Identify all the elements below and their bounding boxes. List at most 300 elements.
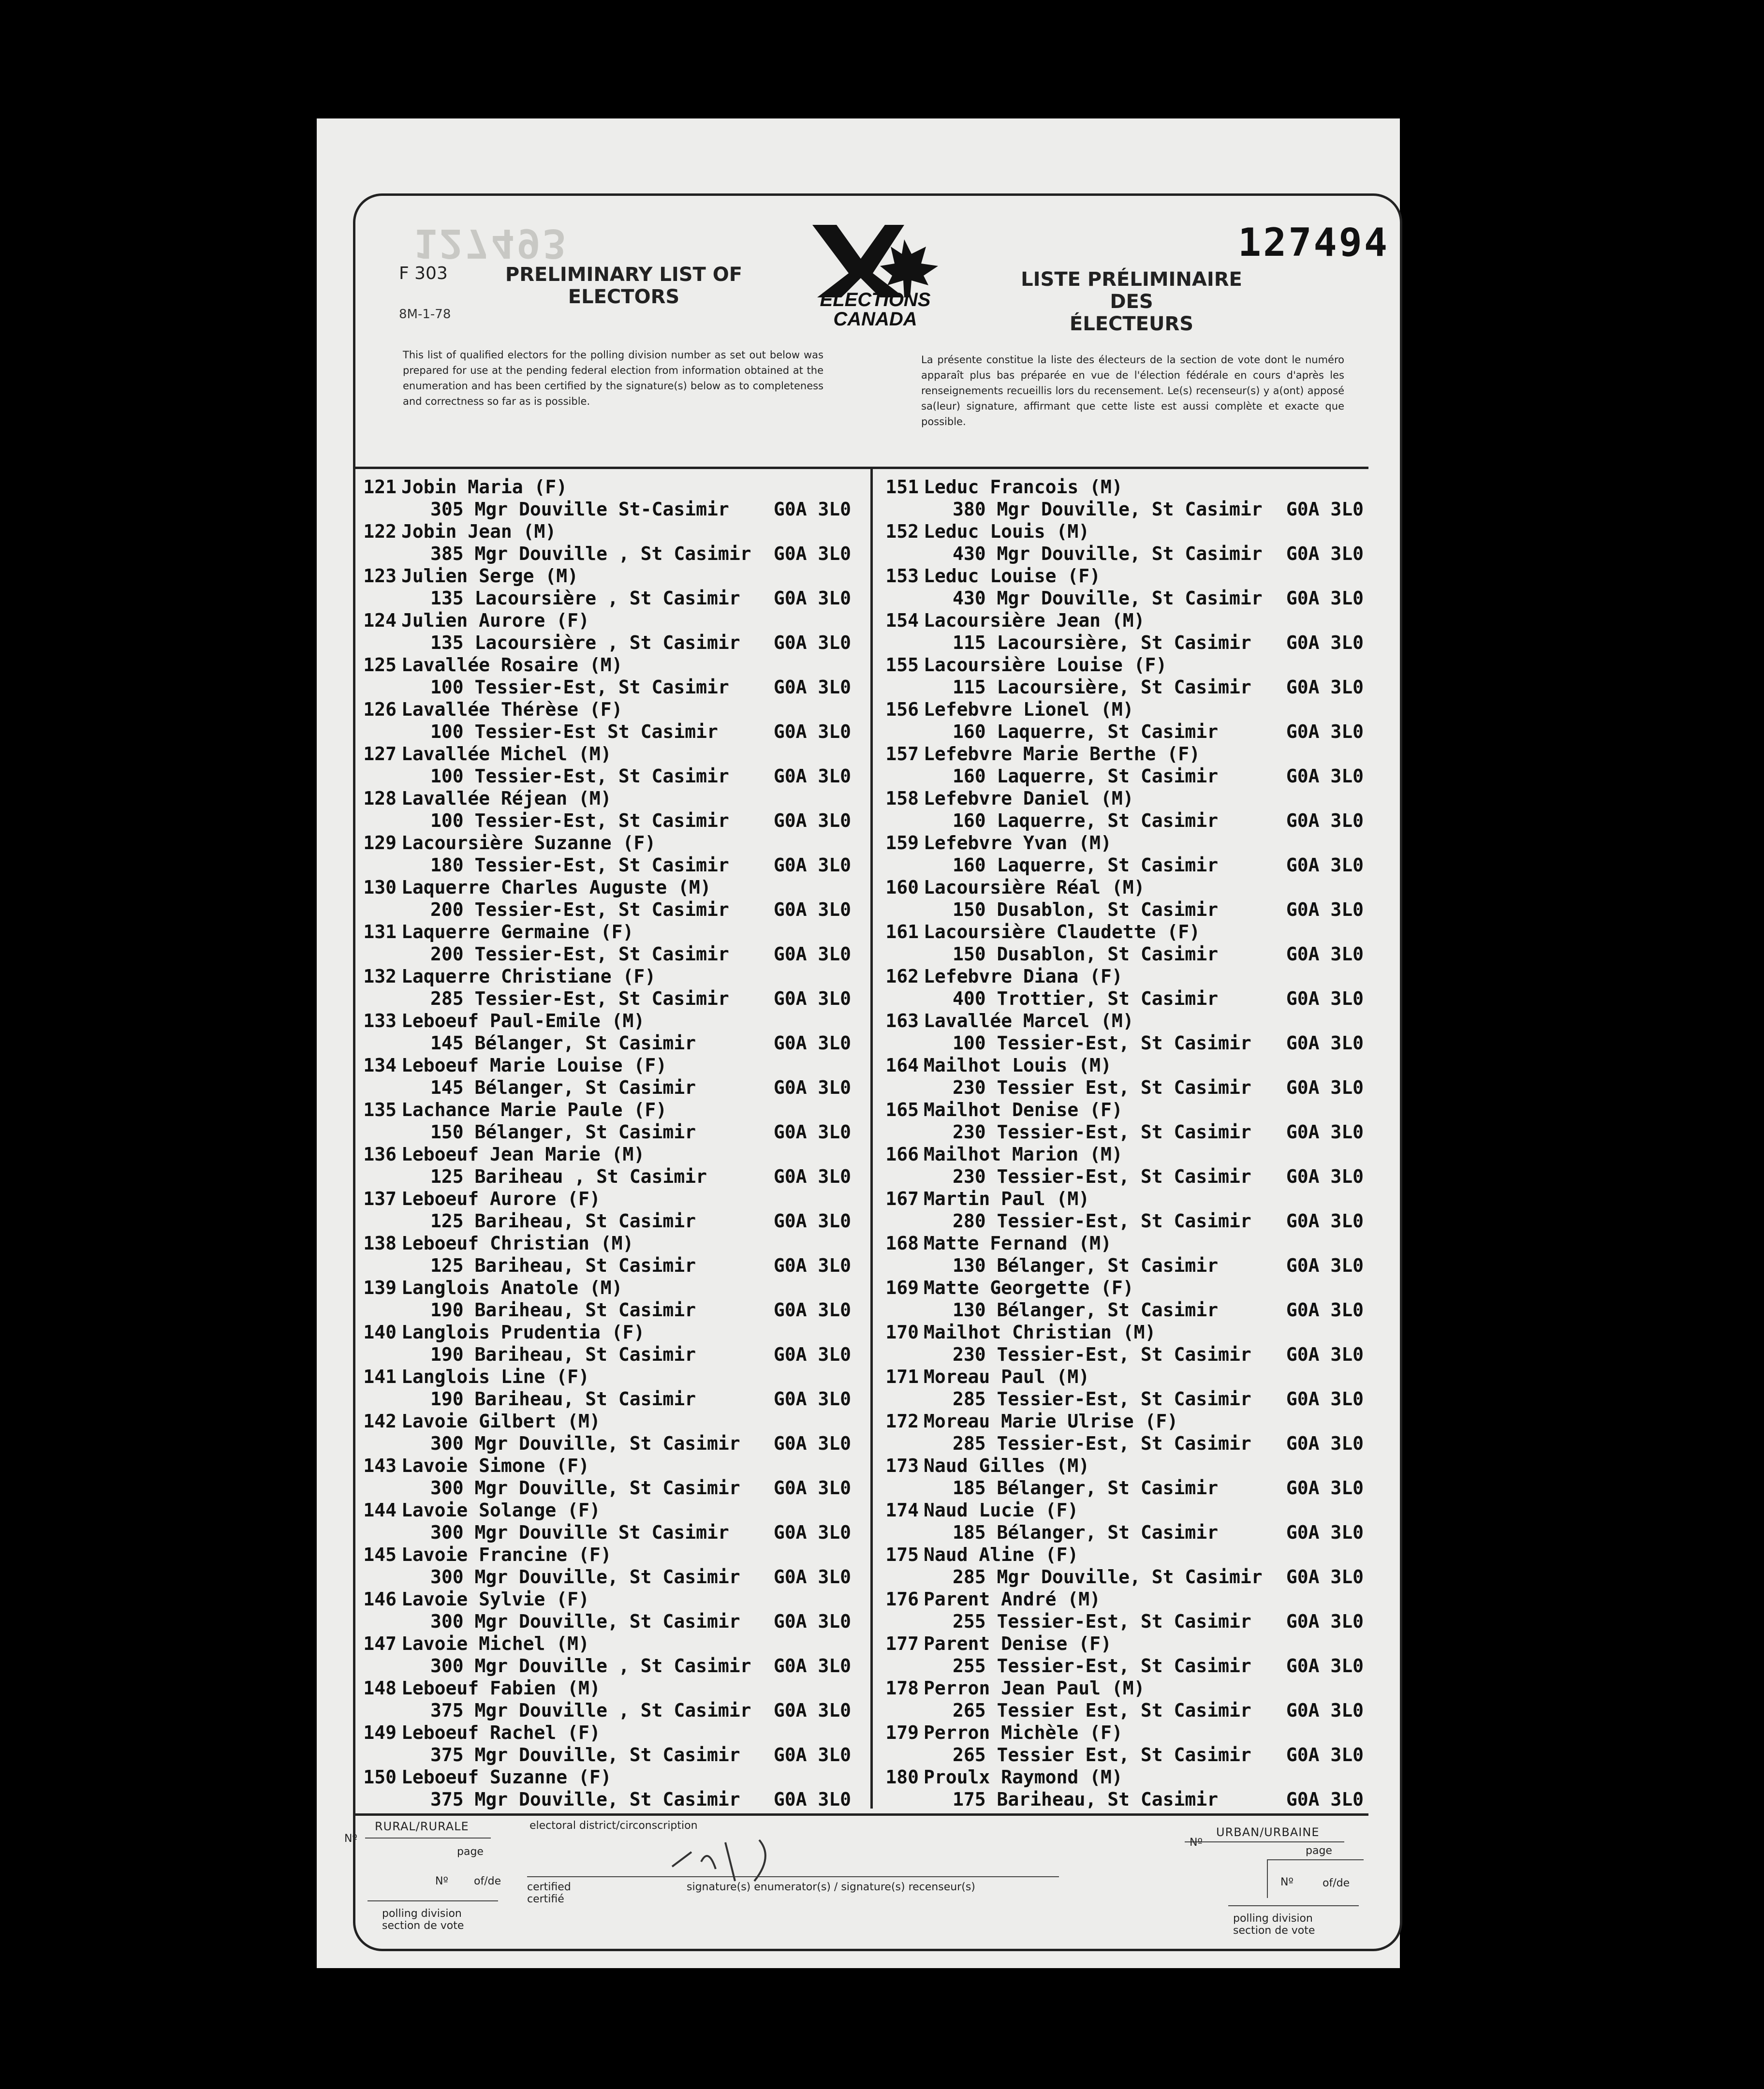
elector-entry [358, 1500, 861, 1544]
elector-postal-code: G0A 3L0 [773, 1121, 851, 1143]
elector-address: 190 Bariheau, St Casimir [430, 1299, 696, 1321]
elector-number: 137 [363, 1188, 397, 1209]
elector-entry [358, 921, 861, 966]
elector-entry [358, 654, 861, 699]
rural-of-label: of/de [474, 1875, 501, 1887]
urban-label: URBAN/URBAINE [1216, 1825, 1320, 1839]
elector-number: 153 [885, 565, 919, 587]
elector-number: 161 [885, 921, 919, 942]
elector-number: 179 [885, 1722, 919, 1743]
elector-number: 142 [363, 1411, 397, 1432]
elector-entry [880, 1677, 1373, 1722]
elector-postal-code: G0A 3L0 [1286, 1210, 1364, 1232]
elector-postal-code: G0A 3L0 [773, 1210, 851, 1232]
elector-number: 138 [363, 1233, 397, 1254]
rural-page-label: page [457, 1846, 484, 1858]
elector-name: Laquerre Charles Auguste (M) [401, 877, 711, 898]
elector-postal-code: G0A 3L0 [1286, 632, 1364, 653]
elector-address: 265 Tessier Est, St Casimir [953, 1744, 1251, 1765]
elector-name: Matte Georgette (F) [924, 1277, 1134, 1298]
elector-address: 190 Bariheau, St Casimir [430, 1344, 696, 1365]
enumerator-signature-icon [662, 1833, 808, 1886]
elector-address: 175 Bariheau, St Casimir [953, 1789, 1219, 1810]
elector-name: Julien Aurore (F) [401, 610, 589, 631]
elector-address: 100 Tessier-Est, St Casimir [430, 765, 729, 787]
elector-postal-code: G0A 3L0 [1286, 1344, 1364, 1365]
elector-entry [880, 654, 1373, 699]
signature-label: signature(s) enumerator(s) / signature(s) recenseur(s) [687, 1881, 975, 1893]
elector-name: Lefebvre Diana (F) [924, 966, 1123, 987]
elector-address: 285 Tessier-Est, St Casimir [953, 1433, 1251, 1454]
elector-postal-code: G0A 3L0 [1286, 1789, 1364, 1810]
elector-postal-code: G0A 3L0 [1286, 899, 1364, 920]
elector-postal-code: G0A 3L0 [1286, 499, 1364, 520]
elector-name: Lavoie Simone (F) [401, 1455, 589, 1476]
rural-polling-division-label: polling division [382, 1908, 462, 1920]
elector-postal-code: G0A 3L0 [773, 1789, 851, 1810]
elector-name: Langlois Prudentia (F) [401, 1322, 645, 1343]
elector-name: Lavallée Réjean (M) [401, 788, 612, 809]
elector-address: 115 Lacoursière, St Casimir [953, 677, 1251, 698]
elector-number: 151 [885, 476, 919, 498]
elector-entry [880, 476, 1373, 521]
elector-postal-code: G0A 3L0 [1286, 943, 1364, 965]
elector-name: Lavoie Francine (F) [401, 1544, 612, 1565]
elector-address: 200 Tessier-Est, St Casimir [430, 899, 729, 920]
elector-address: 100 Tessier-Est, St Casimir [430, 810, 729, 831]
elector-entry [358, 610, 861, 654]
elector-entry [880, 1633, 1373, 1677]
elector-name: Mailhot Louis (M) [924, 1055, 1112, 1076]
elector-number: 135 [363, 1099, 397, 1120]
elector-number: 125 [363, 654, 397, 676]
elector-postal-code: G0A 3L0 [773, 1611, 851, 1632]
elector-number: 124 [363, 610, 397, 631]
elector-address: 300 Mgr Douville, St Casimir [430, 1566, 740, 1588]
elector-postal-code: G0A 3L0 [773, 1700, 851, 1721]
elector-entry [880, 1722, 1373, 1766]
elector-postal-code: G0A 3L0 [1286, 765, 1364, 787]
urban-page-no-label: Nº [1280, 1876, 1294, 1888]
elector-number: 129 [363, 832, 397, 853]
electoral-district-label: electoral district/circonscription [529, 1820, 698, 1832]
elector-address: 125 Bariheau , St Casimir [430, 1166, 707, 1187]
elector-number: 170 [885, 1322, 919, 1343]
elector-name: Lavallée Michel (M) [401, 743, 612, 765]
elector-postal-code: G0A 3L0 [773, 677, 851, 698]
elector-address: 375 Mgr Douville , St Casimir [430, 1700, 751, 1721]
urban-underline [1185, 1841, 1344, 1842]
elector-address: 255 Tessier-Est, St Casimir [953, 1611, 1251, 1632]
elector-address: 385 Mgr Douville , St Casimir [430, 543, 751, 564]
elector-entry [880, 1322, 1373, 1366]
elector-name: Lavoie Solange (F) [401, 1500, 601, 1521]
logo-wordmark [808, 290, 943, 329]
elector-entry [880, 788, 1373, 832]
elector-address: 380 Mgr Douville, St Casimir [953, 499, 1263, 520]
elector-number: 128 [363, 788, 397, 809]
rural-polling-line [368, 1900, 498, 1901]
elector-entry [880, 921, 1373, 966]
elector-entry [880, 610, 1373, 654]
elector-number: 156 [885, 699, 919, 720]
elector-number: 174 [885, 1500, 919, 1521]
elector-name: Lachance Marie Paule (F) [401, 1099, 667, 1120]
elector-number: 132 [363, 966, 397, 987]
elector-name: Leboeuf Jean Marie (M) [401, 1144, 645, 1165]
elector-postal-code: G0A 3L0 [1286, 1388, 1364, 1410]
title-french-line2: ÉLECTEURS [1069, 313, 1194, 335]
elector-address: 130 Bélanger, St Casimir [953, 1255, 1219, 1276]
elector-number: 155 [885, 654, 919, 676]
elector-address: 300 Mgr Douville, St Casimir [430, 1611, 740, 1632]
elector-postal-code: G0A 3L0 [773, 1166, 851, 1187]
elector-address: 160 Laquerre, St Casimir [953, 810, 1219, 831]
elector-number: 178 [885, 1677, 919, 1699]
elector-name: Naud Gilles (M) [924, 1455, 1090, 1476]
elector-number: 136 [363, 1144, 397, 1165]
elector-number: 169 [885, 1277, 919, 1298]
elector-entry [880, 1766, 1373, 1811]
elector-address: 285 Tessier-Est, St Casimir [953, 1388, 1251, 1410]
elector-column-right [880, 476, 1373, 1811]
elector-address: 185 Bélanger, St Casimir [953, 1522, 1219, 1543]
elector-entry [880, 1589, 1373, 1633]
form-code: F 303 [399, 264, 448, 283]
elector-number: 131 [363, 921, 397, 942]
elector-name: Lacoursière Louise (F) [924, 654, 1167, 676]
elector-name: Moreau Marie Ulrise (F) [924, 1411, 1178, 1432]
elector-entry [880, 1277, 1373, 1322]
elector-address: 285 Tessier-Est, St Casimir [430, 988, 729, 1009]
elector-entry [358, 1366, 861, 1411]
elector-address: 230 Tessier Est, St Casimir [953, 1077, 1251, 1098]
urban-page-label: page [1306, 1845, 1332, 1857]
elector-postal-code: G0A 3L0 [1286, 677, 1364, 698]
elector-number: 168 [885, 1233, 919, 1254]
elector-postal-code: G0A 3L0 [1286, 1166, 1364, 1187]
elector-name: Leboeuf Rachel (F) [401, 1722, 601, 1743]
elector-address: 375 Mgr Douville, St Casimir [430, 1744, 740, 1765]
certification-english: This list of qualified electors for the polling division number as set out below was prepared for use at the pending federal election from information obtained at the enumeration and has been certified by the signature(s) below as to completeness and correctness so far as is possible. [403, 349, 823, 407]
elector-address: 135 Lacoursière , St Casimir [430, 632, 740, 653]
elector-name: Jobin Jean (M) [401, 521, 557, 542]
elector-number: 165 [885, 1099, 919, 1120]
elector-name: Jobin Maria (F) [401, 476, 568, 498]
elector-number: 157 [885, 743, 919, 765]
elector-name: Martin Paul (M) [924, 1188, 1090, 1209]
elector-postal-code: G0A 3L0 [1286, 1477, 1364, 1499]
elector-name: Lacoursière Réal (M) [924, 877, 1145, 898]
elector-postal-code: G0A 3L0 [773, 1077, 851, 1098]
elector-number: 162 [885, 966, 919, 987]
elector-postal-code: G0A 3L0 [773, 1255, 851, 1276]
rural-section-de-vote-label: section de vote [382, 1920, 464, 1932]
elector-address: 400 Trottier, St Casimir [953, 988, 1219, 1009]
elector-number: 176 [885, 1589, 919, 1610]
elector-postal-code: G0A 3L0 [773, 1344, 851, 1365]
elector-entry [880, 1055, 1373, 1099]
serial-number: 127494 [1238, 220, 1389, 265]
elector-postal-code: G0A 3L0 [773, 1433, 851, 1454]
elector-postal-code: G0A 3L0 [773, 1522, 851, 1543]
elector-address: 125 Bariheau, St Casimir [430, 1210, 696, 1232]
elector-name: Lefebvre Daniel (M) [924, 788, 1134, 809]
elector-entry [358, 788, 861, 832]
elector-number: 152 [885, 521, 919, 542]
elector-name: Langlois Anatole (M) [401, 1277, 623, 1298]
elector-number: 126 [363, 699, 397, 720]
certified-label: certified [527, 1881, 571, 1893]
certifie-label: certifié [527, 1893, 564, 1905]
elector-postal-code: G0A 3L0 [773, 810, 851, 831]
elector-entry [358, 1633, 861, 1677]
elector-entry [880, 565, 1373, 610]
elector-address: 160 Laquerre, St Casimir [953, 765, 1219, 787]
elector-entry [358, 1099, 861, 1144]
elector-name: Proulx Raymond (M) [924, 1766, 1123, 1788]
urban-section-de-vote-label: section de vote [1233, 1925, 1315, 1937]
elector-name: Lavoie Sylvie (F) [401, 1589, 589, 1610]
elector-number: 147 [363, 1633, 397, 1654]
elector-entry [880, 1144, 1373, 1188]
elector-name: Parent André (M) [924, 1589, 1101, 1610]
urban-page-box-left [1267, 1859, 1268, 1898]
elector-postal-code: G0A 3L0 [1286, 1255, 1364, 1276]
title-french [996, 268, 1267, 335]
elector-name: Perron Michèle (F) [924, 1722, 1123, 1743]
elector-address: 280 Tessier-Est, St Casimir [953, 1210, 1251, 1232]
elector-postal-code: G0A 3L0 [1286, 810, 1364, 831]
elector-address: 265 Tessier Est, St Casimir [953, 1700, 1251, 1721]
elector-entry [880, 1544, 1373, 1589]
elector-number: 121 [363, 476, 397, 498]
elector-entry [880, 1010, 1373, 1055]
elector-postal-code: G0A 3L0 [773, 499, 851, 520]
elector-entry [358, 877, 861, 921]
elector-name: Mailhot Christian (M) [924, 1322, 1156, 1343]
elector-entry [358, 699, 861, 743]
elector-postal-code: G0A 3L0 [773, 1655, 851, 1677]
elector-address: 150 Dusablon, St Casimir [953, 899, 1219, 920]
elector-entry [880, 1188, 1373, 1233]
elector-entry [358, 1544, 861, 1589]
elector-name: Leboeuf Paul-Emile (M) [401, 1010, 645, 1031]
elector-name: Leboeuf Christian (M) [401, 1233, 634, 1254]
elector-address: 160 Laquerre, St Casimir [953, 721, 1219, 742]
elector-postal-code: G0A 3L0 [1286, 1611, 1364, 1632]
elector-postal-code: G0A 3L0 [773, 988, 851, 1009]
elector-name: Leboeuf Aurore (F) [401, 1188, 601, 1209]
urban-polling-division-label: polling division [1233, 1912, 1313, 1925]
elector-address: 255 Tessier-Est, St Casimir [953, 1655, 1251, 1677]
elector-postal-code: G0A 3L0 [1286, 1121, 1364, 1143]
elector-name: Lefebvre Marie Berthe (F) [924, 743, 1200, 765]
form-date: 8M-1-78 [399, 307, 451, 322]
elector-name: Laquerre Germaine (F) [401, 921, 634, 942]
elector-number: 159 [885, 832, 919, 853]
elector-postal-code: G0A 3L0 [1286, 1522, 1364, 1543]
elector-address: 100 Tessier-Est, St Casimir [430, 677, 729, 698]
elector-address: 375 Mgr Douville, St Casimir [430, 1789, 740, 1810]
elector-name: Laquerre Christiane (F) [401, 966, 656, 987]
elector-postal-code: G0A 3L0 [773, 1566, 851, 1588]
elector-entry [880, 521, 1373, 565]
elector-postal-code: G0A 3L0 [1286, 721, 1364, 742]
elector-entry [358, 1589, 861, 1633]
elector-number: 166 [885, 1144, 919, 1165]
elector-postal-code: G0A 3L0 [1286, 1077, 1364, 1098]
elector-number: 127 [363, 743, 397, 765]
elector-name: Parent Denise (F) [924, 1633, 1112, 1654]
elector-entry [880, 966, 1373, 1010]
elector-name: Lavallée Thérèse (F) [401, 699, 623, 720]
elector-postal-code: G0A 3L0 [1286, 588, 1364, 609]
urban-no-label: Nº [1190, 1837, 1203, 1849]
elector-entry [880, 1099, 1373, 1144]
elector-number: 150 [363, 1766, 397, 1788]
elector-name: Lavoie Michel (M) [401, 1633, 589, 1654]
elector-entry [880, 1366, 1373, 1411]
elector-postal-code: G0A 3L0 [773, 1032, 851, 1054]
elector-entry [358, 1188, 861, 1233]
elector-number: 149 [363, 1722, 397, 1743]
elector-entry [358, 743, 861, 788]
elector-number: 171 [885, 1366, 919, 1387]
elector-address: 300 Mgr Douville , St Casimir [430, 1655, 751, 1677]
elector-name: Lavallée Rosaire (M) [401, 654, 623, 676]
title-english-line1: PRELIMINARY LIST OF [505, 264, 743, 286]
elector-name: Mailhot Marion (M) [924, 1144, 1123, 1165]
title-english-line2: ELECTORS [568, 286, 680, 308]
elector-postal-code: G0A 3L0 [773, 1477, 851, 1499]
elector-name: Julien Serge (M) [401, 565, 579, 587]
elector-address: 150 Dusablon, St Casimir [953, 943, 1219, 965]
elector-address: 230 Tessier-Est, St Casimir [953, 1121, 1251, 1143]
elector-address: 430 Mgr Douville, St Casimir [953, 543, 1263, 564]
elector-name: Lacoursière Claudette (F) [924, 921, 1200, 942]
elector-entry [880, 877, 1373, 921]
column-divider [870, 469, 873, 1809]
elector-name: Leboeuf Fabien (M) [401, 1677, 601, 1699]
elector-name: Matte Fernand (M) [924, 1233, 1112, 1254]
elector-entry [358, 1277, 861, 1322]
elector-entry [358, 476, 861, 521]
elector-name: Mailhot Denise (F) [924, 1099, 1123, 1120]
elector-number: 154 [885, 610, 919, 631]
elector-entry [358, 1766, 861, 1811]
elector-number: 130 [363, 877, 397, 898]
urban-of-label: of/de [1323, 1877, 1350, 1889]
elector-address: 115 Lacoursière, St Casimir [953, 632, 1251, 653]
elector-entry [358, 521, 861, 565]
elector-name: Lacoursière Jean (M) [924, 610, 1145, 631]
elector-number: 141 [363, 1366, 397, 1387]
logo-line2: CANADA [833, 309, 917, 330]
elector-postal-code: G0A 3L0 [1286, 1655, 1364, 1677]
elector-postal-code: G0A 3L0 [773, 1299, 851, 1321]
elector-name: Lavallée Marcel (M) [924, 1010, 1134, 1031]
elector-address: 145 Bélanger, St Casimir [430, 1032, 696, 1054]
elector-number: 146 [363, 1589, 397, 1610]
elector-name: Moreau Paul (M) [924, 1366, 1090, 1387]
elector-name: Leduc Francois (M) [924, 476, 1123, 498]
elector-name: Lefebvre Yvan (M) [924, 832, 1112, 853]
elector-name: Leboeuf Suzanne (F) [401, 1766, 612, 1788]
elector-postal-code: G0A 3L0 [1286, 543, 1364, 564]
elector-entry [880, 743, 1373, 788]
elector-number: 167 [885, 1188, 919, 1209]
elector-address: 430 Mgr Douville, St Casimir [953, 588, 1263, 609]
elector-name: Naud Aline (F) [924, 1544, 1079, 1565]
logo-line1: ELECTIONS [820, 289, 931, 310]
elector-number: 177 [885, 1633, 919, 1654]
elector-address: 130 Bélanger, St Casimir [953, 1299, 1219, 1321]
elector-number: 123 [363, 565, 397, 587]
elector-entry [880, 1411, 1373, 1455]
title-english [488, 264, 759, 308]
elector-number: 122 [363, 521, 397, 542]
elector-postal-code: G0A 3L0 [1286, 1433, 1364, 1454]
elector-number: 145 [363, 1544, 397, 1565]
elector-entry [880, 1455, 1373, 1500]
elector-name: Naud Lucie (F) [924, 1500, 1079, 1521]
elector-address: 230 Tessier-Est, St Casimir [953, 1166, 1251, 1187]
elector-name: Perron Jean Paul (M) [924, 1677, 1145, 1699]
elector-postal-code: G0A 3L0 [773, 721, 851, 742]
elector-entry [358, 1677, 861, 1722]
elector-entry [358, 966, 861, 1010]
elector-name: Leduc Louis (M) [924, 521, 1090, 542]
elector-postal-code: G0A 3L0 [773, 588, 851, 609]
elector-address: 285 Mgr Douville, St Casimir [953, 1566, 1263, 1588]
elector-address: 190 Bariheau, St Casimir [430, 1388, 696, 1410]
elector-name: Lavoie Gilbert (M) [401, 1411, 601, 1432]
elector-postal-code: G0A 3L0 [773, 854, 851, 876]
elector-name: Langlois Line (F) [401, 1366, 589, 1387]
elector-address: 135 Lacoursière , St Casimir [430, 588, 740, 609]
elector-entry [880, 1233, 1373, 1277]
elector-column-left [358, 476, 861, 1811]
elector-address: 100 Tessier-Est St Casimir [430, 721, 718, 742]
rural-no-label: Nº [344, 1833, 357, 1845]
elector-address: 145 Bélanger, St Casimir [430, 1077, 696, 1098]
certification-french: La présente constitue la liste des électeurs de la section de vote dont le numéro apparaît plus bas préparée en vue de l'élection fédérale en cours d'après les renseignements recueillis lors du recensement. Le(s) recenseur(s) y a(ont) apposé sa(leur) signature, affirmant que cette liste est aussi complète et exacte que possible. [921, 354, 1344, 427]
elector-postal-code: G0A 3L0 [773, 1744, 851, 1765]
elector-entry [358, 832, 861, 877]
elector-address: 185 Bélanger, St Casimir [953, 1477, 1219, 1499]
serial-ghost-reversed: 127493 [413, 220, 569, 266]
elector-number: 160 [885, 877, 919, 898]
rural-page-no-label: Nº [435, 1875, 448, 1887]
elector-postal-code: G0A 3L0 [1286, 988, 1364, 1009]
elector-number: 148 [363, 1677, 397, 1699]
elector-number: 144 [363, 1500, 397, 1521]
elector-number: 180 [885, 1766, 919, 1788]
elector-number: 175 [885, 1544, 919, 1565]
elector-address: 150 Bélanger, St Casimir [430, 1121, 696, 1143]
rural-underline [365, 1838, 491, 1839]
elector-postal-code: G0A 3L0 [1286, 1032, 1364, 1054]
title-french-line1: LISTE PRÉLIMINAIRE DES [1021, 268, 1242, 313]
elector-entry [880, 1500, 1373, 1544]
elector-number: 164 [885, 1055, 919, 1076]
elector-postal-code: G0A 3L0 [1286, 1566, 1364, 1588]
elector-name: Leduc Louise (F) [924, 565, 1101, 587]
elector-entry [358, 1010, 861, 1055]
elector-address: 300 Mgr Douville St Casimir [430, 1522, 729, 1543]
elector-entry [880, 832, 1373, 877]
